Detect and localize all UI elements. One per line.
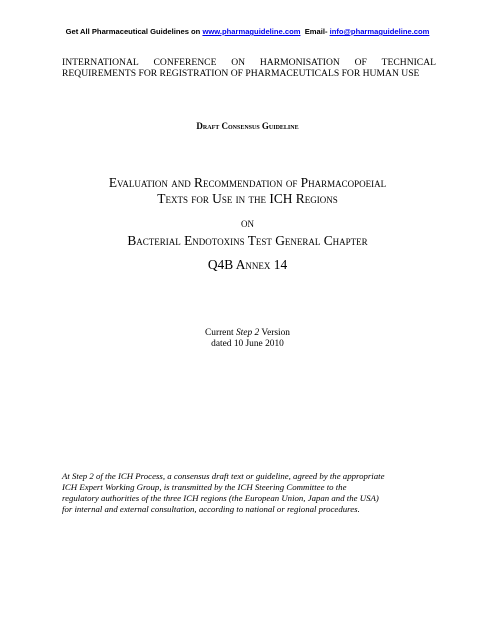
version-step: Step 2: [235, 328, 260, 338]
version-block: [0, 328, 495, 350]
guideline-status: Draft Consensus Guideline: [196, 121, 299, 131]
version-date: dated 10 June 2010: [211, 339, 284, 349]
website-link[interactable]: www.pharmaguideline.com: [202, 27, 301, 36]
promo-header: [0, 27, 495, 36]
conference-word: HARMONISATION: [259, 57, 340, 68]
footnote-line: ICH Expert Working Group, is transmitted by the ICH Steering Committee to the: [62, 482, 347, 492]
email-link[interactable]: info@pharmaguideline.com: [329, 27, 430, 36]
document-title-line-2: Texts for Use in the ICH Regions: [157, 190, 338, 206]
version-line: [0, 328, 495, 339]
annex-number: Q4B Annex 14: [207, 257, 288, 272]
chapter-subtitle: Bacterial Endotoxins Test General Chapter: [127, 233, 368, 248]
document-title-line-1: Evaluation and Recommendation of Pharmacopoeial: [108, 175, 387, 190]
conference-word: CONFERENCE: [153, 57, 217, 68]
footnote-line: At Step 2 of the ICH Process, a consensus draft text or guideline, agreed by the appropriate: [62, 471, 385, 481]
step-2-footnote: [62, 471, 442, 515]
conference-word: INTERNATIONAL: [62, 57, 139, 68]
promo-header-prefix: Get All Pharmaceutical Guidelines on: [65, 27, 203, 36]
conference-word: OF: [354, 57, 367, 68]
conference-word: TECHNICAL: [381, 57, 436, 68]
conference-word: ON: [231, 57, 246, 68]
conference-name: [62, 57, 436, 79]
version-word: Version: [259, 328, 290, 338]
footnote-line: regulatory authorities of the three ICH regions (the European Union, Japan and the USA): [62, 493, 379, 503]
email-label: Email-: [300, 27, 330, 36]
conference-line-1: [62, 57, 436, 68]
footnote-line: for internal and external consultation, according to national or regional procedures.: [62, 504, 360, 514]
version-current: Current: [205, 328, 236, 338]
conference-line-2: REQUIREMENTS FOR REGISTRATION OF PHARMACEUTICALS FOR HUMAN USE: [62, 68, 420, 79]
title-connector: on: [241, 215, 254, 230]
document-title: [0, 175, 495, 206]
